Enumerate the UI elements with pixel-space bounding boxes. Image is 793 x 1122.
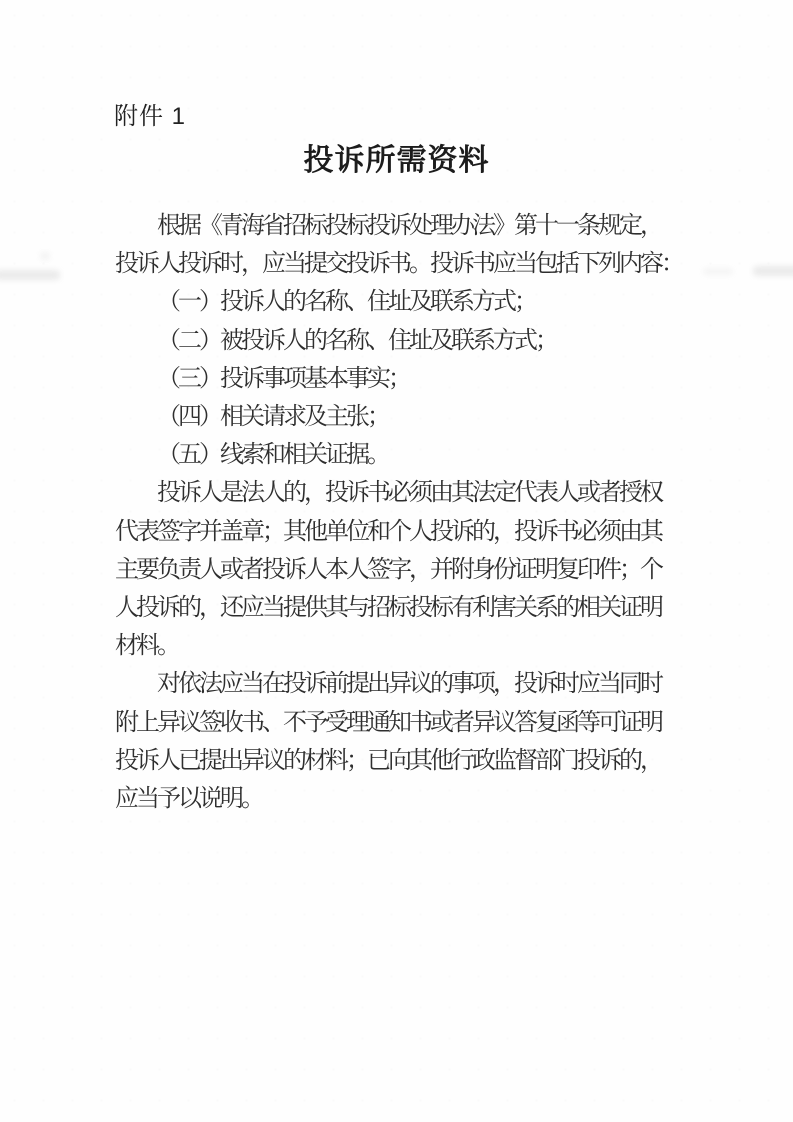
document-title: 投诉所需资料 bbox=[303, 144, 490, 177]
text-line: 材料。 bbox=[115, 633, 178, 660]
scan-artifact bbox=[40, 252, 50, 260]
attachment-label: 附件 1 bbox=[114, 103, 187, 130]
scan-artifact bbox=[0, 270, 60, 280]
text-line: 应当予以说明。 bbox=[115, 786, 262, 813]
scan-artifact bbox=[753, 266, 793, 276]
text-line: 投诉人已提出异议的材料；已向其他行政监督部门投诉的， bbox=[115, 747, 661, 774]
text-line: 根据《青海省招标投标投诉处理办法》第十一条规定， bbox=[157, 213, 661, 239]
list-item: （三）投诉事项基本事实； bbox=[157, 365, 409, 392]
list-item: （四）相关请求及主张； bbox=[157, 404, 388, 431]
text-line: 对依法应当在投诉前提出异议的事项，投诉时应当同时 bbox=[157, 671, 661, 698]
required-content-list bbox=[115, 283, 681, 474]
document-body bbox=[115, 207, 681, 818]
paragraph-objection-requirements bbox=[115, 665, 681, 818]
scan-artifact bbox=[703, 268, 733, 275]
text-line: 投诉人是法人的，投诉书必须由其法定代表人或者授权 bbox=[157, 480, 661, 507]
paragraph-intro bbox=[115, 207, 681, 283]
list-item: （一）投诉人的名称、住址及联系方式； bbox=[157, 289, 535, 316]
text-line: 附上异议签收书、不予受理通知书或者异议答复函等可证明 bbox=[115, 709, 661, 736]
text-line: 主要负责人或者投诉人本人签字，并附身份证明复印件；个 bbox=[115, 556, 661, 583]
text-line: 人投诉的，还应当提供其与招标投标有利害关系的相关证明 bbox=[115, 595, 661, 622]
text-line: 投诉人投诉时，应当提交投诉书。投诉书应当包括下列内容： bbox=[115, 251, 682, 278]
list-item: （五）线索和相关证据。 bbox=[157, 442, 388, 469]
paragraph-signing-requirements bbox=[115, 474, 681, 665]
list-item: （二）被投诉人的名称、住址及联系方式； bbox=[157, 327, 556, 354]
text-line: 代表签字并盖章；其他单位和个人投诉的，投诉书必须由其 bbox=[115, 518, 661, 545]
